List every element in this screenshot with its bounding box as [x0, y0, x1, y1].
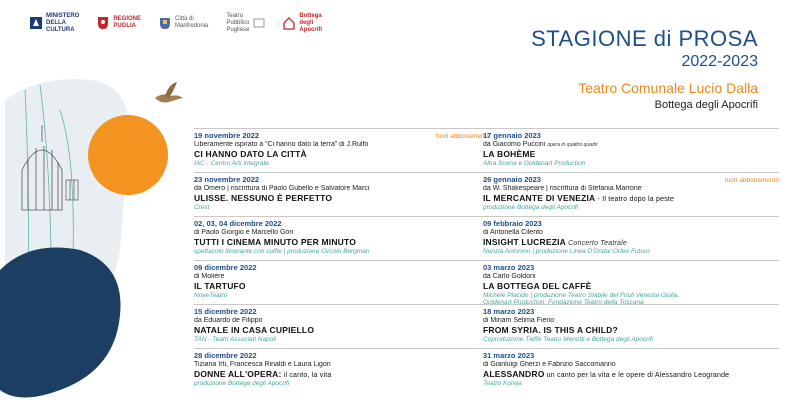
- event-title-sub: Concerto Teatrale: [566, 240, 627, 247]
- event-production: produzione Bottega degli Apocrifi: [483, 204, 579, 211]
- event-date: 18 marzo 2023: [483, 307, 535, 316]
- event-date: 03 marzo 2023: [483, 263, 535, 272]
- citta-crest-icon: [159, 16, 171, 30]
- event-production: IAC - Centro Arti Integrate: [194, 160, 269, 167]
- event-date: 23 novembre 2022: [194, 175, 260, 184]
- event-title-main: IL MERCANTE DI VENEZIA: [483, 193, 596, 203]
- event-production: Coproduzione Tieffe Teatro Menotti e Bottega degli Apocrifi: [483, 336, 654, 343]
- event-credit: da W. Shakespeare | riscrittura di Stefania Marrone: [483, 185, 642, 192]
- tpp-logo: [226, 13, 265, 34]
- logo-bar: [30, 10, 322, 36]
- event-title: [483, 369, 779, 379]
- company-name: Bottega degli Apocrifi: [654, 99, 758, 111]
- right-events-column: [483, 128, 779, 392]
- regione-logo: [97, 16, 141, 30]
- orange-sun-shape: [88, 115, 168, 195]
- ministero-logo: [30, 13, 79, 34]
- dark-blue-shape: [0, 248, 121, 398]
- event-item: [194, 304, 490, 348]
- event-date: 28 dicembre 2022: [194, 351, 257, 360]
- season-title-block: [531, 26, 758, 71]
- regione-shield-icon: [97, 16, 109, 30]
- tpp-mark-icon: [253, 16, 265, 30]
- event-production: Crest: [194, 204, 210, 211]
- event-credit: [483, 141, 779, 148]
- event-production: Altra Scena e Goldenart Production: [483, 160, 586, 167]
- event-credit: di Paolo Giorgio e Marcello Gori: [194, 229, 294, 236]
- event-item: [194, 348, 490, 392]
- bird-icon: [155, 82, 183, 103]
- decorative-artwork: [0, 70, 185, 420]
- bottega-logo-text: Bottega degli Apocrifi: [299, 12, 323, 33]
- bottega-house-icon: [283, 16, 295, 30]
- event-item: [194, 128, 490, 172]
- event-item: [194, 260, 490, 304]
- event-title-main: INSIGHT LUCREZIA: [483, 237, 567, 247]
- event-production: Nunzia Antonino | produzione Linea D'Onda/ Orfeo Futuro: [483, 248, 650, 255]
- event-item: [194, 216, 490, 260]
- event-credit-text: da Giacomo Puccini: [483, 141, 546, 148]
- out-of-subscription-tag: fuori abbonamento: [435, 133, 490, 140]
- theater-name: Teatro Comunale Lucio Dalla: [578, 80, 758, 96]
- event-credit-note: opera in quattro quadri: [547, 142, 598, 148]
- event-credit: da Eduardo de Filippo: [194, 317, 263, 324]
- event-production: produzione Bottega degli Apocrifi: [194, 380, 290, 387]
- regione-logo-text: REGIONE PUGLIA: [113, 16, 142, 29]
- event-title: IL TARTUFO: [194, 281, 246, 291]
- event-title: CI HANNO DATO LA CITTÀ: [194, 149, 307, 159]
- event-production: Michele Placido | produzione Teatro Stabile del Friuli Venezia Giulia,: [483, 292, 680, 299]
- event-date: 02, 03, 04 dicembre 2022: [194, 219, 282, 228]
- event-production: TAN - Teatri Associati Napoli: [194, 336, 277, 343]
- event-date: 17 gennaio 2023: [483, 131, 541, 140]
- event-production: spettacolo itinerante con cuffie | produzione Circolo Bergman: [194, 248, 370, 255]
- event-item: [483, 216, 779, 260]
- event-credit: da Omero | riscrittura di Paolo Gubello e Salvatore Marci: [194, 185, 370, 192]
- event-date: 09 dicembre 2022: [194, 263, 257, 272]
- event-title-main: ALESSANDRO: [483, 369, 545, 379]
- out-of-subscription-tag: fuori abbonamento: [724, 177, 779, 184]
- citta-logo: [159, 16, 208, 30]
- event-title-sub: il canto, la vita: [281, 372, 332, 379]
- event-date: 19 novembre 2022: [194, 131, 260, 140]
- event-production-line2: Goldenart Production, Fondazione Teatro della Toscana: [483, 299, 644, 304]
- left-events-column: [194, 128, 490, 392]
- event-item: [483, 348, 779, 392]
- ministero-logo-text: MINISTERO DELLA CULTURA: [46, 12, 80, 33]
- event-title: [194, 369, 490, 379]
- event-title: LA BOTTEGA DEL CAFFÈ: [483, 281, 592, 291]
- event-date: 31 marzo 2023: [483, 351, 535, 360]
- event-title: LA BOHÈME: [483, 149, 536, 159]
- event-title: FROM SYRIA. IS THIS A CHILD?: [483, 325, 618, 335]
- event-item: [483, 304, 779, 348]
- event-title: NATALE IN CASA CUPIELLO: [194, 325, 315, 335]
- event-title-main: DONNE ALL'OPERA:: [194, 369, 282, 379]
- event-title: [483, 193, 779, 203]
- event-production: NoveTeatro: [194, 292, 228, 299]
- season-years: 2022-2023: [681, 53, 758, 70]
- event-title: ULISSE. NESSUNO È PERFETTO: [194, 193, 333, 203]
- event-date: 15 dicembre 2022: [194, 307, 257, 316]
- event-date: 26 gennaio 2023: [483, 175, 541, 184]
- event-credit: Liberamente ispirato a “Ci hanno dato la terra” di J.Rulfo: [194, 141, 369, 148]
- event-title: [483, 237, 779, 247]
- event-credit: di Gianluigi Gherzi e Fabrizio Saccomanno: [483, 361, 616, 368]
- event-credit: di Antonella Cilento: [483, 229, 543, 236]
- bottega-logo: [283, 13, 322, 34]
- season-title: STAGIONE di PROSA: [531, 26, 758, 51]
- event-date: 09 febbraio 2023: [483, 219, 542, 228]
- citta-logo-text: Città di Manfredonia: [175, 16, 209, 29]
- event-title-sub: un canto per la vita e le opere di Alessandro Leogrande: [544, 372, 730, 379]
- event-credit: Tiziana Irti, Francesca Rinaldi e Laura Ligori: [194, 361, 331, 368]
- event-item: [483, 260, 779, 304]
- event-title: TUTTI I CINEMA MINUTO PER MINUTO: [194, 237, 357, 247]
- ministero-emblem-icon: [30, 16, 42, 30]
- event-item: [483, 172, 779, 216]
- theater-block: [578, 80, 758, 111]
- event-credit: da Carlo Goldoni: [483, 273, 536, 280]
- event-credit: di Molière: [194, 273, 225, 280]
- event-credit: di Miriam Selima Fieno: [483, 317, 555, 324]
- tpp-logo-text: Teatro Pubblico Pugliese: [226, 12, 250, 33]
- event-item: [194, 172, 490, 216]
- event-title-sub: - Il teatro dopo la peste: [595, 196, 675, 203]
- event-production: Teatro Koreja: [483, 380, 522, 387]
- event-item: [483, 128, 779, 172]
